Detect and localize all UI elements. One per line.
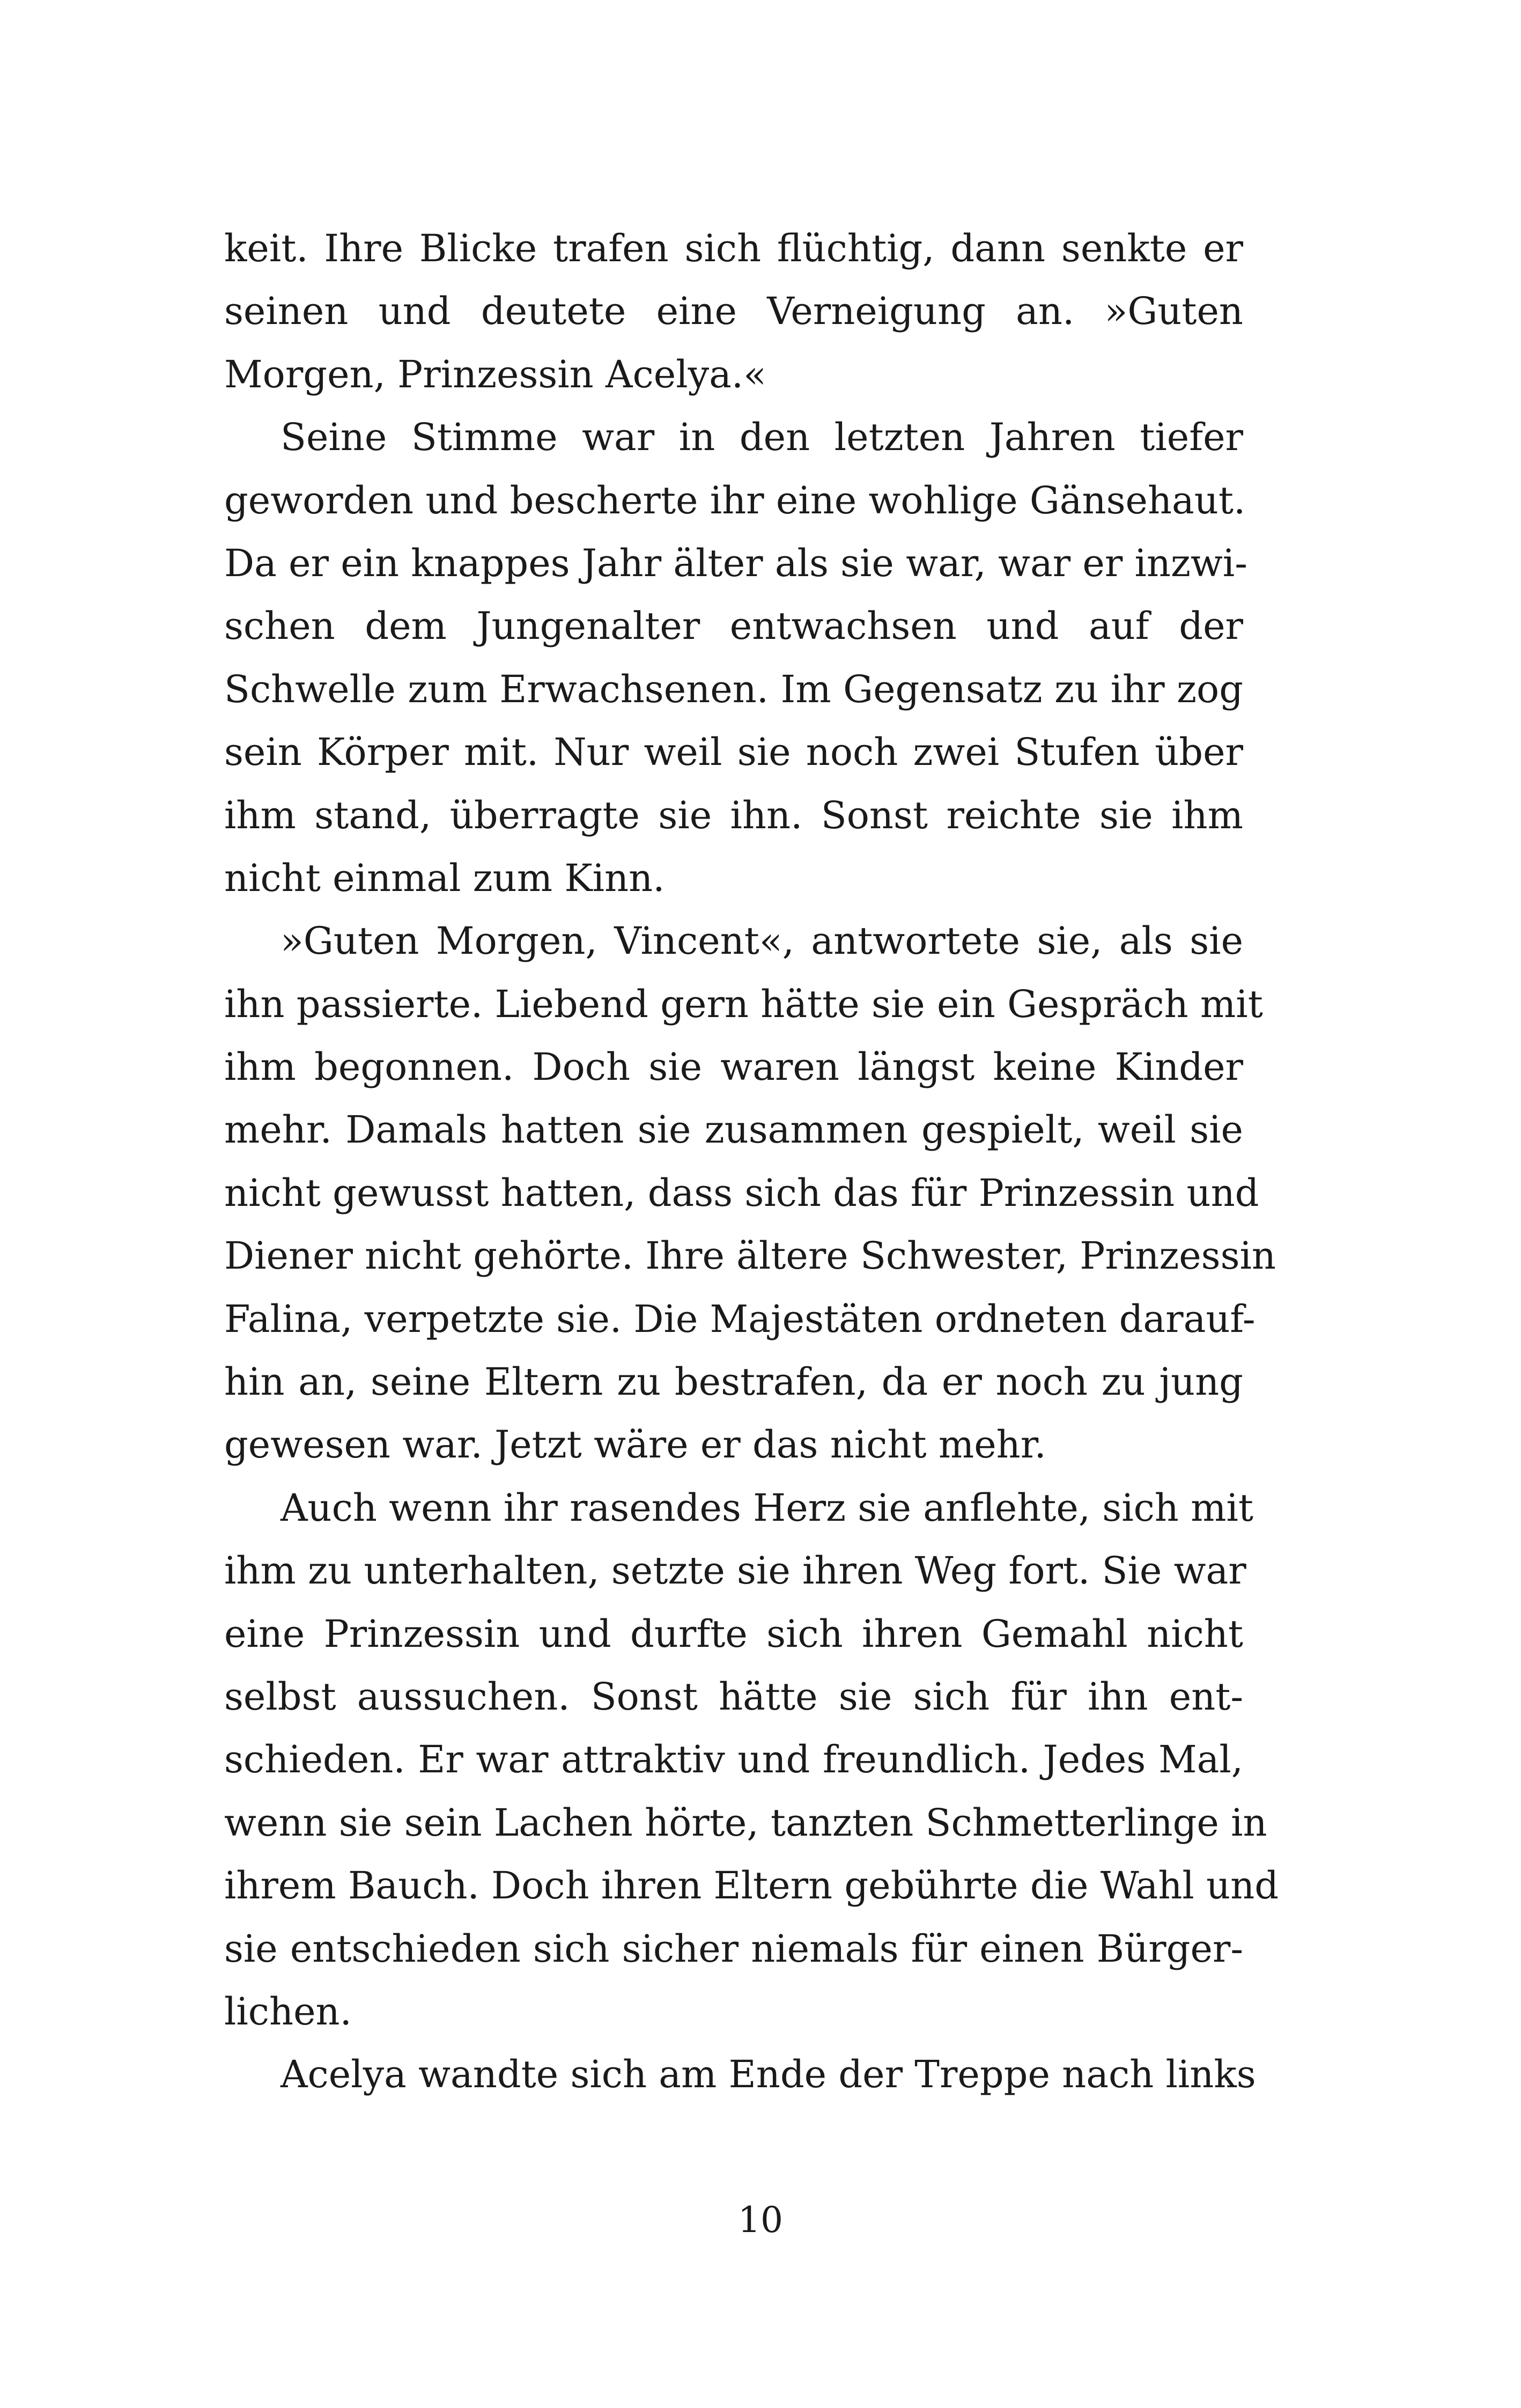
body-text — [224, 217, 1279, 2107]
text-line: gewesen war. Jetzt wäre er das nicht mehr. — [224, 1423, 1046, 1467]
text-line: Diener nicht gehörte. Ihre ältere Schwester, Prinzessin — [224, 1234, 1276, 1278]
text-line: eine Prinzessin und durfte sich ihren Gemahl nicht — [224, 1611, 1243, 1656]
text-line: selbst aussuchen. Sonst hätte sie sich für ihn ent- — [224, 1674, 1243, 1719]
text-line: sein Körper mit. Nur weil sie noch zwei Stufen über — [224, 730, 1243, 775]
text-line: ihn passierte. Liebend gern hätte sie ein Gespräch mit — [224, 982, 1263, 1026]
text-line: ihm begonnen. Doch sie waren längst keine Kinder — [224, 1045, 1243, 1089]
text-line: nicht gewusst hatten, dass sich das für Prinzessin und — [224, 1170, 1259, 1215]
page-number: 10 — [738, 2199, 783, 2241]
text-line: lichen. — [224, 1989, 352, 2034]
text-line: Falina, verpetzte sie. Die Majestäten ordneten darauf- — [224, 1297, 1256, 1341]
text-line: »Guten Morgen, Vincent«, antwortete sie, als sie — [280, 919, 1243, 963]
text-line: geworden und bescherte ihr eine wohlige Gänsehaut. — [224, 478, 1246, 522]
text-line: hin an, seine Eltern zu bestrafen, da er noch zu jung — [224, 1360, 1243, 1404]
text-line: Schwelle zum Erwachsenen. Im Gegensatz zu ihr zog — [224, 667, 1243, 711]
text-line: ihm zu unterhalten, setzte sie ihren Weg fort. Sie war — [224, 1549, 1246, 1593]
text-line: seinen und deutete eine Verneigung an. »Guten — [224, 289, 1243, 334]
text-line: Da er ein knappes Jahr älter als sie war, war er inzwi- — [224, 541, 1247, 585]
text-line: sie entschieden sich sicher niemals für einen Bürger- — [224, 1926, 1243, 1971]
text-line: Acelya wandte sich am Ende der Treppe nach links — [280, 2052, 1256, 2097]
text-line: schieden. Er war attraktiv und freundlich. Jedes Mal, — [224, 1737, 1243, 1782]
text-line: Auch wenn ihr rasendes Herz sie anflehte, sich mit — [280, 1485, 1254, 1530]
text-line: nicht einmal zum Kinn. — [224, 856, 665, 900]
text-line: wenn sie sein Lachen hörte, tanzten Schmetterlinge in — [224, 1800, 1267, 1845]
text-line: Seine Stimme war in den letzten Jahren tiefer — [280, 415, 1243, 460]
text-line: mehr. Damals hatten sie zusammen gespielt, weil sie — [224, 1108, 1243, 1152]
text-line: keit. Ihre Blicke trafen sich flüchtig, dann senkte er — [224, 226, 1243, 270]
text-line: Morgen, Prinzessin Acelya.« — [224, 352, 766, 396]
text-line: schen dem Jungenalter entwachsen und auf der — [224, 604, 1243, 649]
text-line: ihm stand, überragte sie ihn. Sonst reichte sie ihm — [224, 793, 1243, 837]
text-line: ihrem Bauch. Doch ihren Eltern gebührte die Wahl und — [224, 1864, 1279, 1908]
